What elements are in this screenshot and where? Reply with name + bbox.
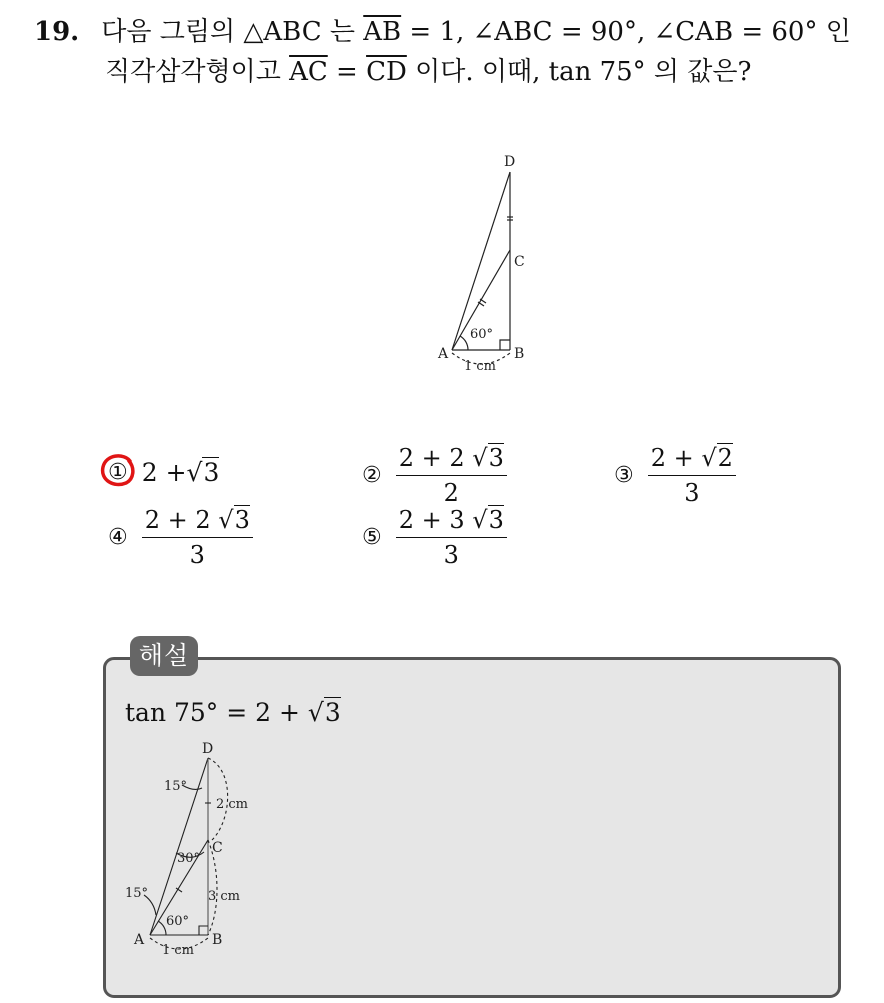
triangle-figure (430, 150, 540, 380)
sol-label-a: A (134, 932, 145, 948)
sol-label-b: B (212, 932, 223, 948)
sol-angle-15b: 15° (125, 886, 149, 901)
label-c: C (514, 254, 525, 270)
choice-2-fraction: $\frac{2 + 2 √3}{2}$ (396, 443, 507, 508)
question-eq: = (327, 57, 367, 87)
sol-label-c: C (212, 840, 223, 856)
segment-ab: $\overline{AB}$ (363, 17, 402, 47)
question-text-1a: 다음 그림의 △ABC 는 (101, 17, 364, 47)
solution-tab: 해설 (130, 636, 198, 676)
right-angle-mark (500, 340, 510, 350)
question-text-2b: 이다. 이때, tan 75° 의 값은? (406, 57, 752, 87)
choice-5-fraction: $\frac{2 + 3 √3}{3}$ (396, 505, 507, 570)
choice-3-fraction: $\frac{2 + √2}{3}$ (648, 443, 736, 508)
label-b: B (514, 346, 525, 362)
sol-len-3: 3 cm (208, 889, 241, 904)
question-text-2a: 직각삼각형이고 (105, 57, 290, 87)
solution-equation: tan 75° = 2 + √3 (125, 698, 341, 727)
choice-1-sqrt: √3 (186, 458, 220, 487)
angle-arc (460, 336, 468, 350)
sol-angle-15a: 15° (164, 779, 188, 794)
question-line-2 (105, 55, 751, 89)
sol-label-d: D (202, 741, 214, 757)
choice-4-number: ④ (108, 525, 128, 550)
question-number: 19. (34, 17, 80, 47)
choice-1-number: ① (108, 460, 128, 485)
segment-cd: $\overline{CD}$ (366, 57, 407, 87)
choice-4-fraction: $\frac{2 + 2 √3}{3}$ (142, 505, 253, 570)
choice-5-number: ⑤ (362, 525, 382, 550)
segment-ad (452, 172, 510, 350)
sol-len-2: 2 cm (216, 797, 249, 812)
sol-angle-60: 60° (166, 914, 190, 929)
label-angle: 60° (470, 327, 494, 342)
choice-1-text: 2 + (141, 458, 187, 487)
choice-5[interactable] (362, 505, 507, 570)
question-line-1 (34, 15, 851, 49)
label-length: 1 cm (464, 359, 497, 374)
sol-angle-30: 30° (177, 851, 201, 866)
question-text-1b: = 1, ∠ABC = 90°, ∠CAB = 60° 인 (401, 17, 851, 47)
segment-ac: $\overline{AC}$ (289, 57, 328, 87)
choice-4[interactable] (108, 505, 253, 570)
choice-3-number: ③ (614, 463, 634, 488)
label-a: A (438, 346, 449, 362)
choice-2[interactable] (362, 443, 507, 508)
sol-len-1: 1 cm (162, 943, 195, 958)
choice-1[interactable] (108, 458, 219, 487)
choice-3[interactable] (614, 443, 736, 508)
choice-2-number: ② (362, 463, 382, 488)
solution-figure (120, 740, 280, 960)
label-d: D (504, 154, 516, 170)
